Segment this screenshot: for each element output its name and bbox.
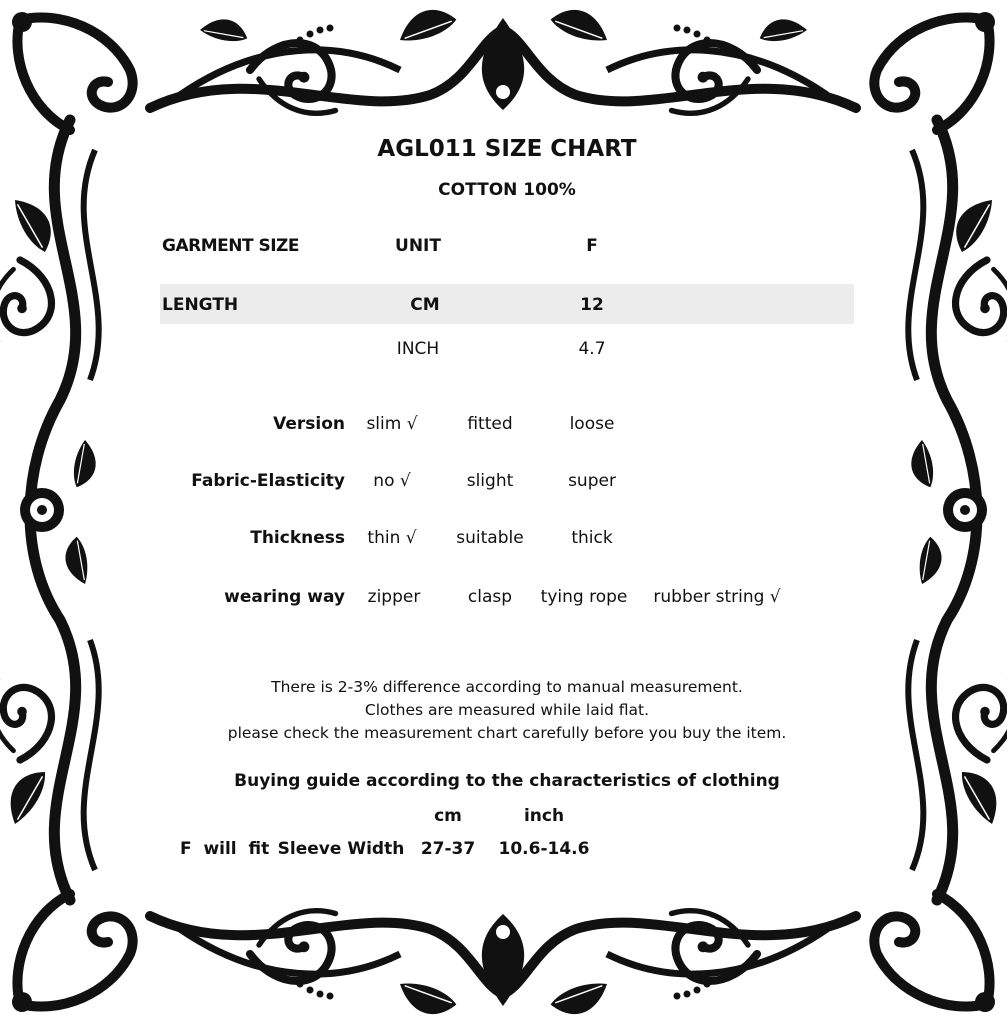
column-header-size-f: F <box>586 236 598 256</box>
attribute-label-fabric-elasticity: Fabric-Elasticity <box>191 471 345 491</box>
attribute-label-wearing-way: wearing way <box>224 587 345 607</box>
attribute-option: thick <box>571 528 613 548</box>
table-cell-value: 12 <box>580 295 604 315</box>
attribute-option: rubber string √ <box>653 587 781 607</box>
material-label: COTTON 100% <box>438 180 576 200</box>
attribute-option: clasp <box>467 587 513 607</box>
table-cell-value: 4.7 <box>578 339 606 359</box>
note-line: There is 2-3% difference according to manual measurement. <box>271 678 743 696</box>
table-cell-unit: INCH <box>396 339 440 359</box>
table-cell-unit: CM <box>410 295 440 315</box>
attribute-option: slim √ <box>366 414 418 434</box>
note-line: please check the measurement chart carefully before you buy the item. <box>227 724 787 742</box>
attribute-label-thickness: Thickness <box>250 528 345 548</box>
measure-label: Sleeve Width <box>277 839 405 859</box>
attribute-option: zipper <box>367 587 421 607</box>
inch-value: 10.6-14.6 <box>498 839 590 859</box>
unit-header-inch: inch <box>523 806 565 826</box>
attribute-option: no √ <box>373 471 411 491</box>
attribute-option: fitted <box>467 414 513 434</box>
attribute-label-version: Version <box>273 414 345 434</box>
buying-guide-title: Buying guide according to the characteristics of clothing <box>234 771 780 791</box>
table-row-label: LENGTH <box>162 295 239 315</box>
attribute-option: slight <box>466 471 514 491</box>
unit-header-cm: cm <box>434 806 462 826</box>
table-row-highlight <box>160 284 854 324</box>
attribute-option: super <box>568 471 616 491</box>
fit-label: F will fit <box>180 839 270 859</box>
attribute-option: tying rope <box>540 587 628 607</box>
column-header-garment-size: GARMENT SIZE <box>162 236 299 256</box>
attribute-option: suitable <box>456 528 524 548</box>
attribute-option: loose <box>569 414 615 434</box>
cm-value: 27-37 <box>420 839 476 859</box>
note-line: Clothes are measured while laid flat. <box>364 701 650 719</box>
page-title: AGL011 SIZE CHART <box>377 136 637 162</box>
column-header-unit: UNIT <box>395 236 441 256</box>
attribute-option: thin √ <box>367 528 417 548</box>
